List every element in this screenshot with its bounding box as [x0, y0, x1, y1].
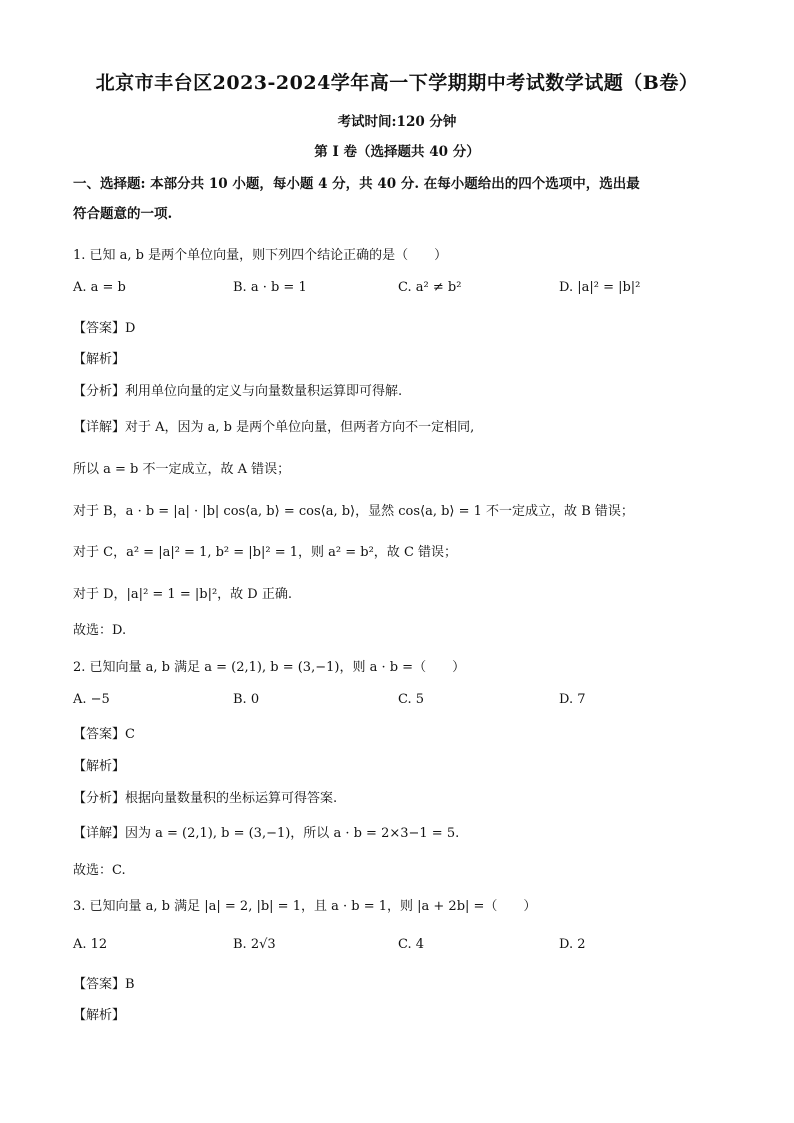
- q1-analysis: 【分析】利用单位向量的定义与向量数量积运算即可得解.: [73, 384, 403, 399]
- part-heading: 第 I 卷（选择题共 40 分）: [314, 144, 480, 160]
- document-title: 北京市丰台区2023-2024学年高一下学期期中考试数学试题（B卷）: [95, 72, 699, 94]
- q3-option-c: C. 4: [398, 937, 425, 952]
- q3-jiexi-label: 【解析】: [73, 1008, 126, 1023]
- q1-option-c: C. a² ≠ b²: [398, 280, 462, 295]
- q1-option-b: B. a · b = 1: [233, 280, 307, 295]
- q3-stem: 3. 已知向量 a, b 满足 |a| = 2, |b| = 1，且 a · b = 1，则 |a + 2b| =（ ）: [73, 899, 537, 914]
- q2-analysis: 【分析】根据向量数量积的坐标运算可得答案.: [73, 791, 338, 806]
- q1-detail-line3: 对于 B，a · b = |a| · |b| cos⟨a, b⟩ = cos⟨a, b⟩，显然 cos⟨a, b⟩ = 1 不一定成立，故 B 错误；: [73, 504, 634, 519]
- q2-option-b: B. 0: [233, 692, 260, 707]
- q1-detail-line2: 所以 a = b 不一定成立，故 A 错误；: [73, 462, 291, 477]
- q1-answer: 【答案】D: [73, 321, 136, 336]
- q3-option-d: D. 2: [559, 937, 586, 952]
- q1-detail-line5: 对于 D，|a|² = 1 = |b|²，故 D 正确.: [73, 587, 292, 602]
- q2-answer: 【答案】C: [73, 727, 135, 742]
- section-heading-line2: 符合题意的一项.: [73, 206, 173, 222]
- q1-detail-line4: 对于 C，a² = |a|² = 1, b² = |b|² = 1，则 a² = b²，故 C 错误；: [73, 545, 458, 560]
- q1-jiexi-label: 【解析】: [73, 352, 126, 367]
- q2-stem: 2. 已知向量 a, b 满足 a = (2,1), b = (3,−1)，则 a · b =（ ）: [73, 660, 466, 675]
- q1-select: 故选：D.: [73, 623, 127, 638]
- q2-option-d: D. 7: [559, 692, 586, 707]
- q1-stem: 1. 已知 a, b 是两个单位向量，则下列四个结论正确的是（ ）: [73, 248, 448, 263]
- q2-detail: 【详解】因为 a = (2,1), b = (3,−1)，所以 a · b = 2×3−1 = 5.: [73, 826, 460, 841]
- q1-detail-line1: 【详解】对于 A，因为 a, b 是两个单位向量，但两者方向不一定相同,: [73, 420, 475, 435]
- q1-option-a: A. a = b: [73, 280, 126, 295]
- q2-option-a: A. −5: [73, 692, 110, 707]
- q1-option-d: D. |a|² = |b|²: [559, 280, 641, 295]
- q2-select: 故选：C.: [73, 863, 126, 878]
- section-heading-line1: 一、选择题: 本部分共 10 小题，每小题 4 分，共 40 分. 在每小题给出的四个选项中，选出最: [73, 176, 640, 192]
- q3-option-a: A. 12: [73, 937, 108, 952]
- q3-option-b: B. 2√3: [233, 937, 276, 952]
- exam-time: 考试时间:120 分钟: [337, 114, 457, 130]
- q2-jiexi-label: 【解析】: [73, 759, 126, 774]
- q2-option-c: C. 5: [398, 692, 425, 707]
- q3-answer: 【答案】B: [73, 977, 135, 992]
